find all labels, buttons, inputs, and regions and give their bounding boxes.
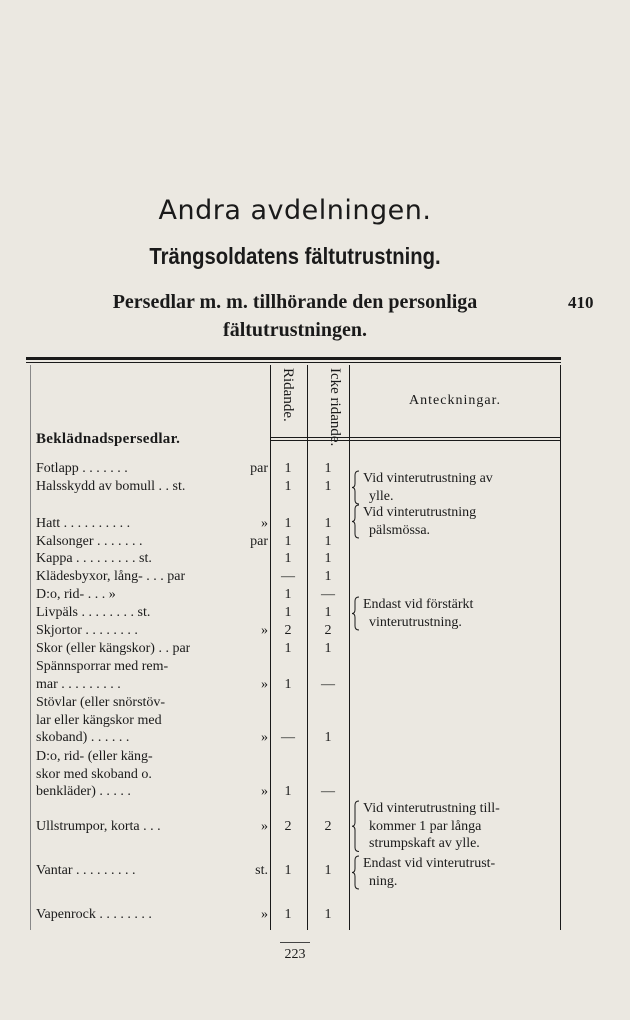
value-ridande: 1 <box>284 784 292 799</box>
row-label-text: lar eller kängskor med <box>36 712 162 728</box>
value-ridande: — <box>281 730 295 745</box>
table-row-label <box>36 640 268 658</box>
row-label-text: Vapenrock . . . . . . . . <box>36 907 152 922</box>
row-unit: » <box>261 907 268 922</box>
row-label-text: Fotlapp . . . . . . . <box>36 461 128 476</box>
value-ridande: 1 <box>284 587 292 602</box>
value-icke-ridande: 1 <box>324 863 332 878</box>
row-label-text: D:o, rid- (eller käng- <box>36 749 153 764</box>
row-label-line <box>36 533 268 551</box>
row-label-text: Halsskydd av bomull . . st. <box>36 479 186 494</box>
column-header-ridande: Ridande. <box>280 368 296 422</box>
table-row-label <box>36 478 268 496</box>
row-label-line <box>36 586 268 604</box>
table-row-label <box>36 568 268 586</box>
note-line: strumpskaft av ylle. <box>369 836 480 851</box>
note-line: Endast vid förstärkt <box>363 597 474 612</box>
value-icke-ridande: 1 <box>324 551 332 566</box>
row-unit: st. <box>255 863 268 878</box>
row-label-text: Klädesbyxor, lång- . . . par <box>36 569 186 584</box>
note-line: Vid vinterutrustning till- <box>363 801 500 816</box>
column-divider-right <box>349 365 350 930</box>
value-ridande: 1 <box>284 907 292 922</box>
row-label-line <box>36 712 268 730</box>
note <box>352 596 560 631</box>
row-label-line <box>36 568 268 586</box>
row-label-text: Hatt . . . . . . . . . . <box>36 516 131 531</box>
value-ridande: 1 <box>284 676 292 692</box>
row-label-line <box>36 783 268 801</box>
table-row-label <box>36 658 268 693</box>
table-row-label <box>36 586 268 604</box>
row-label-line <box>36 729 268 747</box>
brace-icon <box>352 470 360 505</box>
row-label-text: skor med skoband o. <box>36 766 152 782</box>
row-label-line <box>36 604 268 622</box>
page-reference: 410 <box>568 293 594 312</box>
row-label-line <box>36 862 268 880</box>
row-label-line <box>36 640 268 658</box>
note <box>352 470 560 505</box>
row-label-text: Stövlar (eller snörstöv- <box>36 695 166 710</box>
value-ridande: 1 <box>284 516 292 531</box>
note-line: ylle. <box>369 488 394 504</box>
note <box>352 504 560 539</box>
row-label-text: Vantar . . . . . . . . . <box>36 863 136 878</box>
value-ridande: 1 <box>284 605 292 620</box>
note <box>352 855 560 890</box>
section-heading: Andra avdelningen. <box>158 195 432 226</box>
row-unit: » <box>261 676 268 692</box>
row-unit: par <box>250 461 268 476</box>
value-icke-ridande: 2 <box>324 819 332 834</box>
row-label-text: benkläder) . . . . . <box>36 784 131 799</box>
row-label-text: Kalsonger . . . . . . . <box>36 534 143 549</box>
note-line: pälsmössa. <box>369 522 431 538</box>
row-label-text: Ullstrumpor, korta . . . <box>36 819 161 834</box>
subtitle-heading: Trängsoldatens fältutrustning. <box>149 243 441 269</box>
brace-icon <box>352 855 360 890</box>
brace-icon <box>352 596 360 631</box>
table-row-label <box>36 862 268 880</box>
value-icke-ridande: 1 <box>324 479 332 494</box>
column-divider-edge <box>560 365 561 930</box>
value-icke-ridande: — <box>321 784 335 799</box>
value-ridande: 1 <box>284 551 292 566</box>
table-row-label <box>36 694 268 747</box>
value-icke-ridande: 1 <box>324 534 332 549</box>
table-title: Persedlar m. m. tillhörande den personliga fältutrustningen. <box>112 291 478 341</box>
table-row-label <box>36 515 268 533</box>
row-label-line <box>36 676 268 694</box>
row-unit: » <box>261 623 268 638</box>
row-label-text: Skor (eller kängskor) . . par <box>36 641 191 656</box>
table-row-label <box>36 533 268 551</box>
row-label-text: skoband) . . . . . . <box>36 730 130 745</box>
row-label-line <box>36 818 268 836</box>
value-ridande: 1 <box>284 863 292 878</box>
value-ridande: 1 <box>284 641 292 656</box>
note-line: Vid vinterutrustning av <box>363 471 493 486</box>
column-divider-left <box>270 365 271 930</box>
table-row-label <box>36 818 268 836</box>
row-label-text: Kappa . . . . . . . . . st. <box>36 551 152 566</box>
row-label-text: Livpäls . . . . . . . . st. <box>36 605 151 620</box>
value-icke-ridande: 2 <box>324 623 332 638</box>
row-label-line <box>36 766 268 784</box>
table-row-label <box>36 550 268 568</box>
note-line: ning. <box>369 873 398 889</box>
row-label-line <box>36 460 268 478</box>
value-icke-ridande: 1 <box>324 641 332 656</box>
value-icke-ridande: 1 <box>324 907 332 922</box>
row-label-text: D:o, rid- . . . » <box>36 587 116 602</box>
note-line: kommer 1 par långa <box>369 818 482 834</box>
value-icke-ridande: 1 <box>324 730 332 745</box>
value-icke-ridande: — <box>321 676 335 692</box>
group-heading: Beklädnadspersedlar. <box>36 431 181 447</box>
column-header-anteckningar: Anteckningar. <box>409 393 501 408</box>
value-icke-ridande: 1 <box>324 516 332 531</box>
column-divider-mid <box>307 365 308 930</box>
row-unit: » <box>261 784 268 799</box>
row-label-line <box>36 515 268 533</box>
value-icke-ridande: 1 <box>324 461 332 476</box>
note-line: Endast vid vinterutrust- <box>363 856 496 871</box>
table-row-label <box>36 622 268 640</box>
table-row-label <box>36 460 268 478</box>
brace-icon <box>352 504 360 539</box>
column-header-icke-ridande: Icke ridande. <box>327 368 343 447</box>
value-ridande: 2 <box>284 819 292 834</box>
row-label-text: Spännsporrar med rem- <box>36 659 169 674</box>
row-unit: par <box>250 534 268 549</box>
value-icke-ridande: — <box>321 587 335 602</box>
page-number: 223 <box>284 947 306 962</box>
note-line: Vid vinterutrustning <box>363 505 477 520</box>
table-row-label <box>36 604 268 622</box>
table-row-label <box>36 748 268 801</box>
row-label-line <box>36 658 268 676</box>
row-label-line <box>36 478 268 496</box>
table-row-label <box>36 906 268 924</box>
folio-rule <box>280 942 310 943</box>
row-label-line <box>36 694 268 712</box>
value-ridande: 2 <box>284 623 292 638</box>
value-ridande: 1 <box>284 534 292 549</box>
row-label-text: Skjortor . . . . . . . . <box>36 623 138 638</box>
row-unit: » <box>261 730 268 745</box>
row-label-line <box>36 906 268 924</box>
value-ridande: 1 <box>284 479 292 494</box>
row-label-line <box>36 622 268 640</box>
row-label-text: mar . . . . . . . . . <box>36 676 121 692</box>
top-rule-thick <box>26 357 561 360</box>
value-icke-ridande: 1 <box>324 605 332 620</box>
column-divider-outer <box>30 365 31 930</box>
value-ridande: 1 <box>284 461 292 476</box>
row-unit: » <box>261 819 268 834</box>
row-label-line <box>36 550 268 568</box>
value-ridande: — <box>281 569 295 584</box>
note <box>352 800 560 853</box>
brace-icon <box>352 800 360 853</box>
note-line: vinterutrustning. <box>369 614 462 630</box>
top-rule-thin <box>26 362 561 363</box>
row-label-line <box>36 748 268 766</box>
row-unit: » <box>261 516 268 531</box>
value-icke-ridande: 1 <box>324 569 332 584</box>
